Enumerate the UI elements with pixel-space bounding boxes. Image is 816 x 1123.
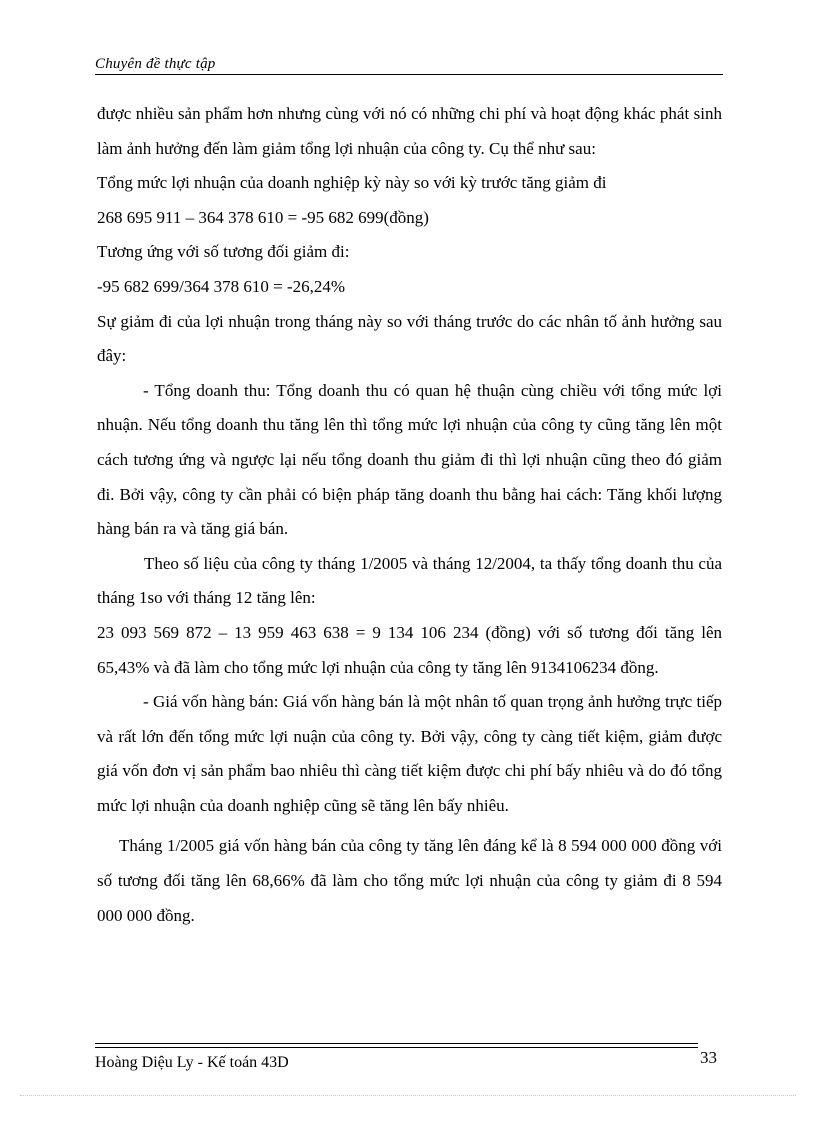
page-number: 33 bbox=[700, 1048, 717, 1067]
document-body bbox=[97, 97, 722, 933]
footer-rule-secondary bbox=[95, 1047, 698, 1048]
paragraph: Tổng mức lợi nhuận của doanh nghiệp kỳ này so với kỳ trước tăng giảm đi bbox=[97, 173, 607, 193]
paragraph-cost-of-goods: - Giá vốn hàng bán: Giá vốn hàng bán là một nhân tố quan trọng ảnh hưởng trực tiếp và rất lớn đến tổng mức lợi nuận của công ty. Bởi vậy, công ty càng tiết kiệm, giảm được giá vốn đơn vị sản phẩm bao nhiêu thì càng tiết kiệm được chi phí bấy nhiêu và do đó tổng mức lợi nhuận của doanh nghiệp cũng sẽ tăng lên bấy nhiêu. bbox=[97, 692, 722, 815]
footer-rule bbox=[95, 1043, 698, 1044]
paragraph-total-revenue: - Tổng doanh thu: Tổng doanh thu có quan hệ thuận cùng chiều với tổng mức lợi nhuận. Nếu tổng doanh thu tăng lên thì tổng mức lợi nhuận của công ty cũng tăng lên một cách tương ứng và ngược lại nếu tổng doanh thu giảm đi thì lợi nhuận cũng theo đó giảm đi. Bởi vậy, công ty cần phải có biện pháp tăng doanh thu bằng hai cách: Tăng khối lượng hàng bán ra và tăng giá bán. bbox=[97, 380, 722, 539]
paragraph: Theo số liệu của công ty tháng 1/2005 và tháng 12/2004, ta thấy tổng doanh thu của tháng 1so với tháng 12 tăng lên: bbox=[97, 553, 722, 608]
header-title: Chuyên đề thực tập bbox=[95, 56, 216, 72]
paragraph: 23 093 569 872 – 13 959 463 638 = 9 134 106 234 (đồng) với số tương đối tăng lên 65,43% và đã làm cho tổng mức lợi nhuận của công ty tăng lên 9134106234 đồng. bbox=[97, 622, 722, 677]
paragraph: 268 695 911 – 364 378 610 = -95 682 699(đồng) bbox=[97, 207, 429, 227]
page-header bbox=[95, 50, 723, 75]
paragraph: Sự giảm đi của lợi nhuận trong tháng này so với tháng trước do các nhân tố ảnh hưởng sau đây: bbox=[97, 311, 722, 366]
footer-author: Hoàng Diệu Ly - Kế toán 43D bbox=[95, 1054, 289, 1071]
paragraph: -95 682 699/364 378 610 = -26,24% bbox=[97, 276, 346, 296]
paragraph: Tháng 1/2005 giá vốn hàng bán của công ty tăng lên đáng kể là 8 594 000 000 đồng với số tương đối tăng lên 68,66% đã làm cho tổng mức lợi nhuận của công ty giảm đi 8 594 000 000 đồng. bbox=[97, 836, 722, 925]
paragraph: được nhiều sản phẩm hơn nhưng cùng với nó có những chi phí và hoạt động khác phát sinh làm ảnh hưởng đến làm giảm tổng lợi nhuận của công ty. Cụ thể như sau: bbox=[97, 104, 722, 158]
page-edge-divider bbox=[20, 1095, 796, 1096]
paragraph: Tương ứng với số tương đối giảm đi: bbox=[97, 242, 350, 262]
